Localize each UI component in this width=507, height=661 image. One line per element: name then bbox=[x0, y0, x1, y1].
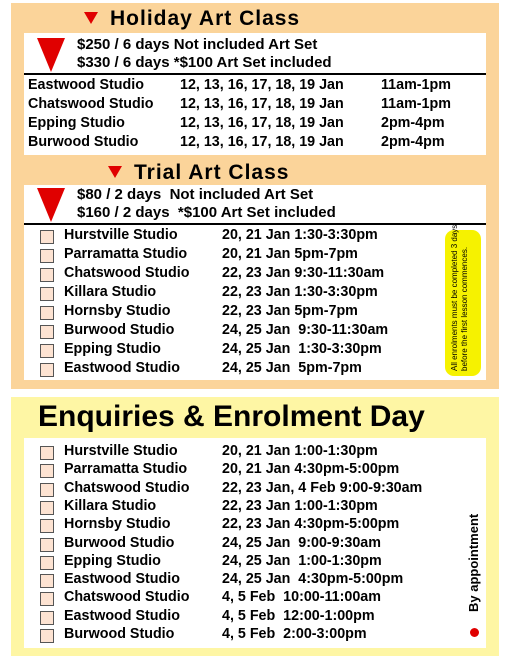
enrol-checkbox[interactable] bbox=[40, 287, 54, 301]
enrol-checkbox[interactable] bbox=[40, 464, 54, 478]
enrol-checkbox[interactable] bbox=[40, 483, 54, 497]
schedule: 20, 21 Jan 1:00-1:30pm bbox=[222, 443, 378, 459]
triangle-down-icon bbox=[84, 12, 98, 24]
studio-name: Parramatta Studio bbox=[64, 246, 188, 262]
schedule-row bbox=[64, 498, 464, 516]
enrolment-note-text: All enrolments must be completed 3 days before the first lesson commences. bbox=[450, 224, 469, 371]
studio-name: Eastwood Studio bbox=[64, 360, 180, 376]
studio-name: Chatswood Studio bbox=[64, 589, 190, 606]
enquiries-title: Enquiries & Enrolment Day bbox=[38, 400, 425, 433]
holiday-price-1: $250 / 6 days Not included Art Set bbox=[77, 36, 318, 53]
studio-name: Killara Studio bbox=[64, 284, 157, 300]
studio-name: Parramatta Studio bbox=[64, 461, 188, 478]
schedule: 20, 21 Jan 4:30pm-5:00pm bbox=[222, 461, 400, 478]
dates: 12, 13, 16, 17, 18, 19 Jan bbox=[180, 134, 344, 150]
schedule: 22, 23 Jan 1:00-1:30pm bbox=[222, 497, 378, 514]
schedule-row bbox=[64, 227, 464, 245]
enrol-checkbox[interactable] bbox=[40, 592, 54, 606]
schedule-row bbox=[64, 626, 464, 644]
dates: 12, 13, 16, 17, 18, 19 Jan bbox=[180, 77, 344, 93]
studio-name: Chatswood Studio bbox=[28, 96, 154, 112]
studio-name: Epping Studio bbox=[28, 115, 125, 131]
studio-name: Epping Studio bbox=[64, 341, 161, 357]
schedule-row bbox=[64, 480, 464, 498]
time: 2pm-4pm bbox=[381, 115, 445, 131]
enrol-checkbox[interactable] bbox=[40, 230, 54, 244]
schedule-row bbox=[64, 284, 464, 302]
enrol-checkbox[interactable] bbox=[40, 446, 54, 460]
schedule-row bbox=[64, 443, 464, 461]
time: 2pm-4pm bbox=[381, 134, 445, 150]
dates: 12, 13, 16, 17, 18, 19 Jan bbox=[180, 115, 344, 131]
studio-name: Chatswood Studio bbox=[64, 479, 190, 496]
studio-name: Eastwood Studio bbox=[64, 571, 180, 588]
trial-price-2: $160 / 2 days *$100 Art Set included bbox=[77, 204, 336, 221]
schedule: 20, 21 Jan 1:30-3:30pm bbox=[222, 227, 378, 243]
studio-name: Eastwood Studio bbox=[64, 607, 180, 624]
enrol-checkbox[interactable] bbox=[40, 363, 54, 377]
schedule: 4, 5 Feb 12:00-1:00pm bbox=[222, 607, 375, 624]
schedule: 4, 5 Feb 2:00-3:00pm bbox=[222, 626, 367, 642]
schedule: 24, 25 Jan 9:30-11:30am bbox=[222, 322, 389, 338]
enrol-checkbox[interactable] bbox=[40, 538, 54, 552]
time: 11am-1pm bbox=[381, 77, 451, 93]
schedule-row bbox=[64, 516, 464, 534]
schedule-row bbox=[64, 360, 464, 378]
studio-name: Burwood Studio bbox=[64, 534, 175, 551]
schedule-row bbox=[64, 461, 464, 479]
triangle-down-icon bbox=[37, 38, 65, 72]
studio-name: Hornsby Studio bbox=[64, 303, 171, 319]
schedule: 20, 21 Jan 5pm-7pm bbox=[222, 246, 358, 262]
red-dot-icon bbox=[470, 628, 479, 637]
enrol-checkbox[interactable] bbox=[40, 574, 54, 588]
enrol-checkbox[interactable] bbox=[40, 629, 54, 643]
studio-name: Eastwood Studio bbox=[28, 77, 144, 93]
enrol-checkbox[interactable] bbox=[40, 501, 54, 515]
studio-name: Hurstville Studio bbox=[64, 227, 178, 243]
studio-name: Burwood Studio bbox=[28, 134, 139, 150]
studio-name: Chatswood Studio bbox=[64, 265, 190, 281]
schedule-row bbox=[64, 303, 464, 321]
schedule: 22, 23 Jan 9:30-11:30am bbox=[222, 265, 385, 281]
schedule: 24, 25 Jan 9:00-9:30am bbox=[222, 534, 381, 551]
schedule-row bbox=[64, 608, 464, 626]
schedule: 22, 23 Jan 5pm-7pm bbox=[222, 303, 358, 319]
time: 11am-1pm bbox=[381, 96, 451, 112]
by-appointment-label: By appointment bbox=[466, 513, 481, 612]
schedule-row bbox=[64, 571, 464, 589]
schedule-row bbox=[64, 341, 464, 359]
studio-name: Hurstville Studio bbox=[64, 443, 178, 459]
triangle-down-icon bbox=[108, 166, 122, 178]
schedule-row bbox=[28, 134, 483, 152]
schedule: 24, 25 Jan 1:00-1:30pm bbox=[222, 552, 382, 569]
studio-name: Killara Studio bbox=[64, 497, 157, 514]
studio-name: Hornsby Studio bbox=[64, 516, 171, 533]
schedule: 24, 25 Jan 1:30-3:30pm bbox=[222, 341, 382, 357]
schedule-row bbox=[64, 535, 464, 553]
schedule-row bbox=[64, 246, 464, 264]
studio-name: Epping Studio bbox=[64, 552, 161, 569]
studio-name: Burwood Studio bbox=[64, 322, 175, 338]
enrol-checkbox[interactable] bbox=[40, 519, 54, 533]
enrol-checkbox[interactable] bbox=[40, 268, 54, 282]
schedule: 4, 5 Feb 10:00-11:00am bbox=[222, 589, 381, 606]
dates: 12, 13, 16, 17, 18, 19 Jan bbox=[180, 96, 344, 112]
trial-title: Trial Art Class bbox=[134, 161, 290, 184]
trial-price-1: $80 / 2 days Not included Art Set bbox=[77, 186, 314, 203]
schedule-row bbox=[64, 265, 464, 283]
schedule: 22, 23 Jan, 4 Feb 9:00-9:30am bbox=[222, 479, 423, 496]
studio-name: Burwood Studio bbox=[64, 626, 175, 642]
enrol-checkbox[interactable] bbox=[40, 249, 54, 263]
schedule: 22, 23 Jan 1:30-3:30pm bbox=[222, 284, 378, 300]
schedule: 22, 23 Jan 4:30pm-5:00pm bbox=[222, 516, 400, 533]
schedule: 24, 25 Jan 5pm-7pm bbox=[222, 360, 362, 376]
schedule-row bbox=[28, 77, 483, 95]
schedule-row bbox=[64, 322, 464, 340]
triangle-down-icon bbox=[37, 188, 65, 222]
schedule-row bbox=[28, 115, 483, 133]
enrol-checkbox[interactable] bbox=[40, 611, 54, 625]
schedule-row bbox=[64, 553, 464, 571]
schedule-row bbox=[28, 96, 483, 114]
schedule: 24, 25 Jan 4:30pm-5:00pm bbox=[222, 571, 404, 588]
enrol-checkbox[interactable] bbox=[40, 325, 54, 339]
enrol-checkbox[interactable] bbox=[40, 344, 54, 358]
enrol-checkbox[interactable] bbox=[40, 556, 54, 570]
schedule-row bbox=[64, 589, 464, 607]
holiday-price-2: $330 / 6 days *$100 Art Set included bbox=[77, 54, 332, 71]
holiday-title: Holiday Art Class bbox=[110, 7, 301, 30]
enrol-checkbox[interactable] bbox=[40, 306, 54, 320]
